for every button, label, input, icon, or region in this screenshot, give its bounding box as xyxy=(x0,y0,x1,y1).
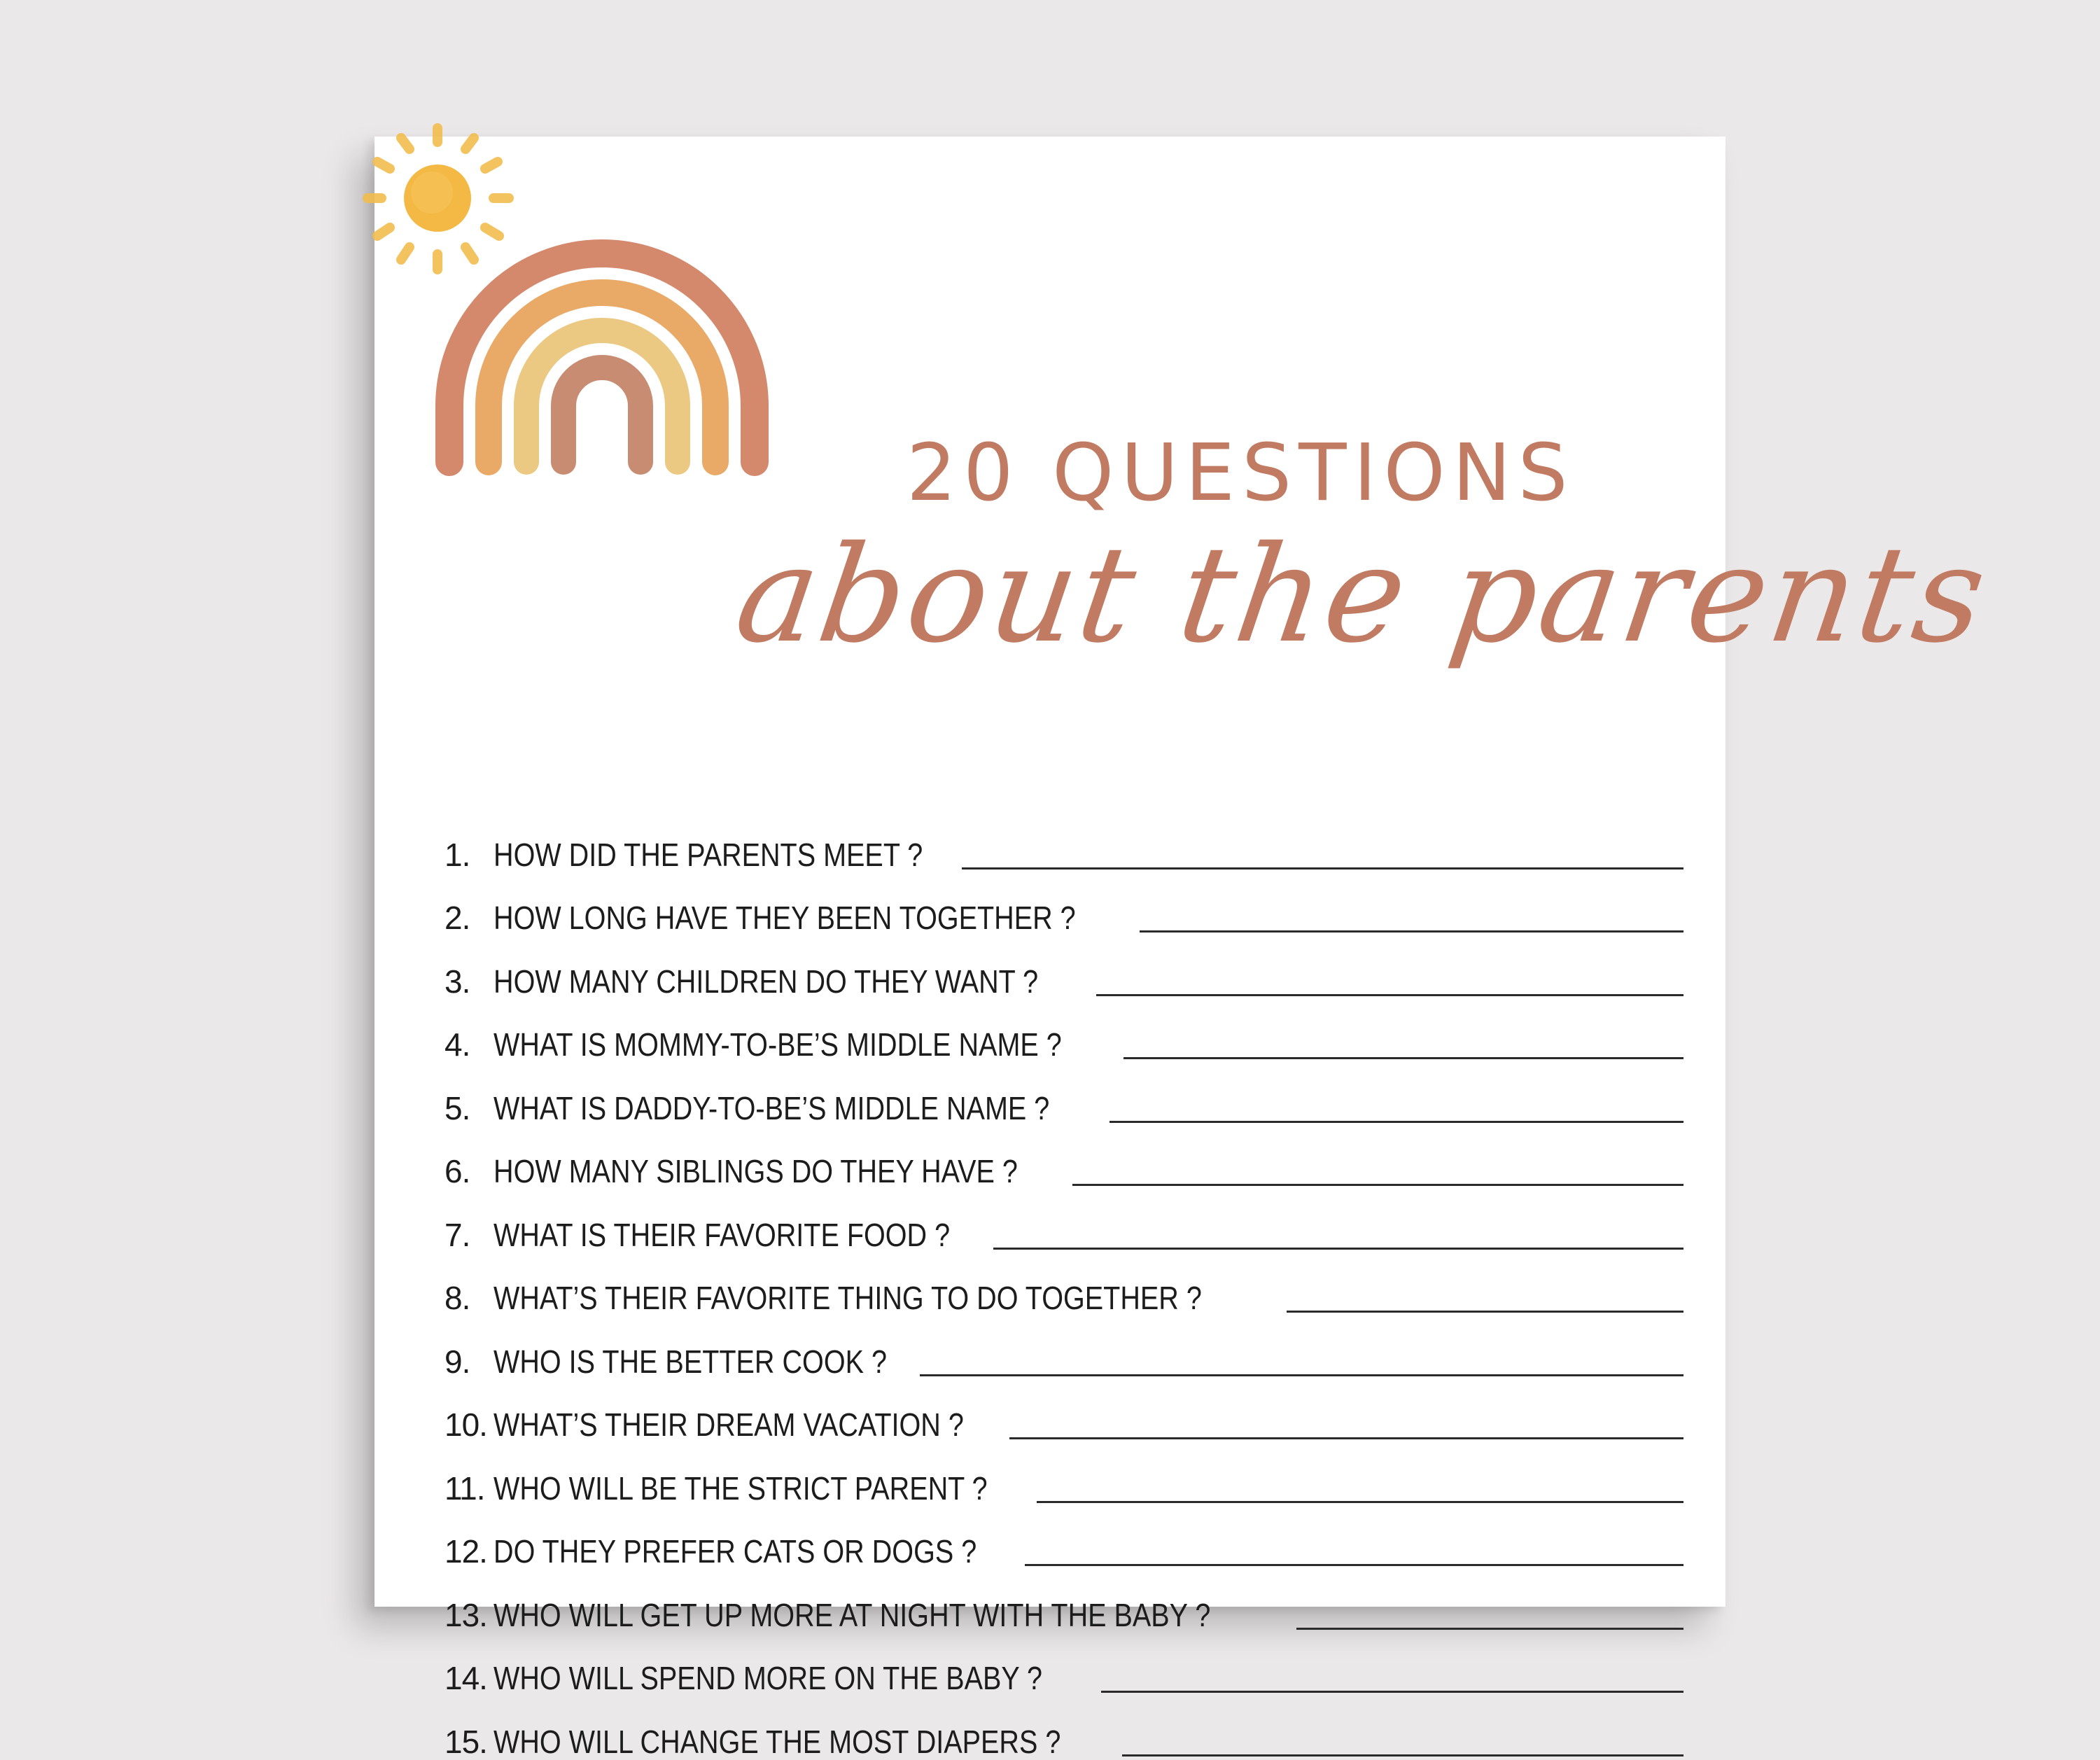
question-text: WHAT’S THEIR FAVORITE THING TO DO TOGETHER ? xyxy=(493,1280,1202,1316)
page-subtitle: about the parents xyxy=(727,517,1997,672)
answer-line[interactable] xyxy=(962,867,1684,869)
question-row xyxy=(444,1251,1684,1315)
question-number: 5. xyxy=(444,1089,470,1126)
question-number: 12. xyxy=(444,1533,487,1570)
answer-line[interactable] xyxy=(1072,1184,1684,1186)
question-number: 11. xyxy=(444,1469,485,1507)
question-text: WHO WILL BE THE STRICT PARENT ? xyxy=(493,1469,988,1507)
question-number: 7. xyxy=(444,1216,470,1253)
question-text: HOW DID THE PARENTS MEET ? xyxy=(493,836,923,873)
rainbow-icon xyxy=(449,253,755,462)
question-row xyxy=(444,1314,1684,1378)
question-row xyxy=(444,1694,1684,1758)
answer-line[interactable] xyxy=(1025,1564,1684,1566)
answer-line[interactable] xyxy=(1122,1754,1684,1756)
page-title: 20 QUESTIONS xyxy=(906,428,1575,519)
question-number: 15. xyxy=(444,1723,487,1760)
question-text: HOW MANY CHILDREN DO THEY WANT ? xyxy=(493,963,1039,1000)
question-row xyxy=(444,1061,1684,1124)
answer-line[interactable] xyxy=(1101,1691,1684,1693)
answer-line[interactable] xyxy=(1287,1311,1684,1313)
answer-line[interactable] xyxy=(993,1248,1684,1250)
question-number: 8. xyxy=(444,1280,470,1316)
question-number: 13. xyxy=(444,1596,487,1633)
question-row xyxy=(444,1378,1684,1441)
question-number: 6. xyxy=(444,1153,470,1189)
question-text: WHO IS THE BETTER COOK ? xyxy=(493,1343,887,1380)
question-row xyxy=(444,807,1684,871)
answer-line[interactable] xyxy=(1124,1057,1684,1059)
question-text: WHO WILL SPEND MORE ON THE BABY ? xyxy=(493,1660,1043,1696)
answer-line[interactable] xyxy=(1037,1501,1684,1503)
question-text: WHAT IS THEIR FAVORITE FOOD ? xyxy=(493,1216,951,1253)
question-row xyxy=(444,934,1684,998)
question-row xyxy=(444,998,1684,1061)
question-row xyxy=(444,1631,1684,1695)
answer-line[interactable] xyxy=(1110,1121,1684,1123)
question-number: 10. xyxy=(444,1406,487,1443)
answer-line[interactable] xyxy=(1296,1628,1684,1630)
question-text: WHAT IS MOMMY-TO-BE’S MIDDLE NAME ? xyxy=(493,1026,1062,1063)
question-text: DO THEY PREFER CATS OR DOGS ? xyxy=(493,1533,977,1570)
question-text: WHO WILL GET UP MORE AT NIGHT WITH THE BABY ? xyxy=(493,1596,1211,1633)
rainbow-sun-illustration xyxy=(374,137,864,501)
question-number: 14. xyxy=(444,1660,487,1696)
question-row xyxy=(444,1124,1684,1188)
question-number: 4. xyxy=(444,1026,470,1063)
question-text: WHO WILL CHANGE THE MOST DIAPERS ? xyxy=(493,1723,1061,1760)
question-text: HOW LONG HAVE THEY BEEN TOGETHER ? xyxy=(493,900,1076,936)
question-text: WHAT IS DADDY-TO-BE’S MIDDLE NAME ? xyxy=(493,1089,1050,1126)
question-row xyxy=(444,1441,1684,1507)
question-number: 1. xyxy=(444,836,470,873)
question-row xyxy=(444,1187,1684,1251)
question-text: HOW MANY SIBLINGS DO THEY HAVE ? xyxy=(493,1153,1018,1189)
question-number: 3. xyxy=(444,963,470,1000)
question-number: 2. xyxy=(444,900,470,936)
question-list xyxy=(444,807,1684,1758)
question-row xyxy=(444,871,1684,935)
sun-icon xyxy=(368,128,509,270)
answer-line[interactable] xyxy=(1009,1437,1684,1439)
answer-line[interactable] xyxy=(920,1374,1684,1376)
question-row xyxy=(444,1504,1684,1568)
answer-line[interactable] xyxy=(1096,994,1684,996)
answer-line[interactable] xyxy=(1140,930,1684,933)
question-number: 9. xyxy=(444,1343,470,1380)
printable-sheet xyxy=(374,137,1997,1760)
question-text: WHAT’S THEIR DREAM VACATION ? xyxy=(493,1406,964,1443)
question-row xyxy=(444,1567,1684,1631)
